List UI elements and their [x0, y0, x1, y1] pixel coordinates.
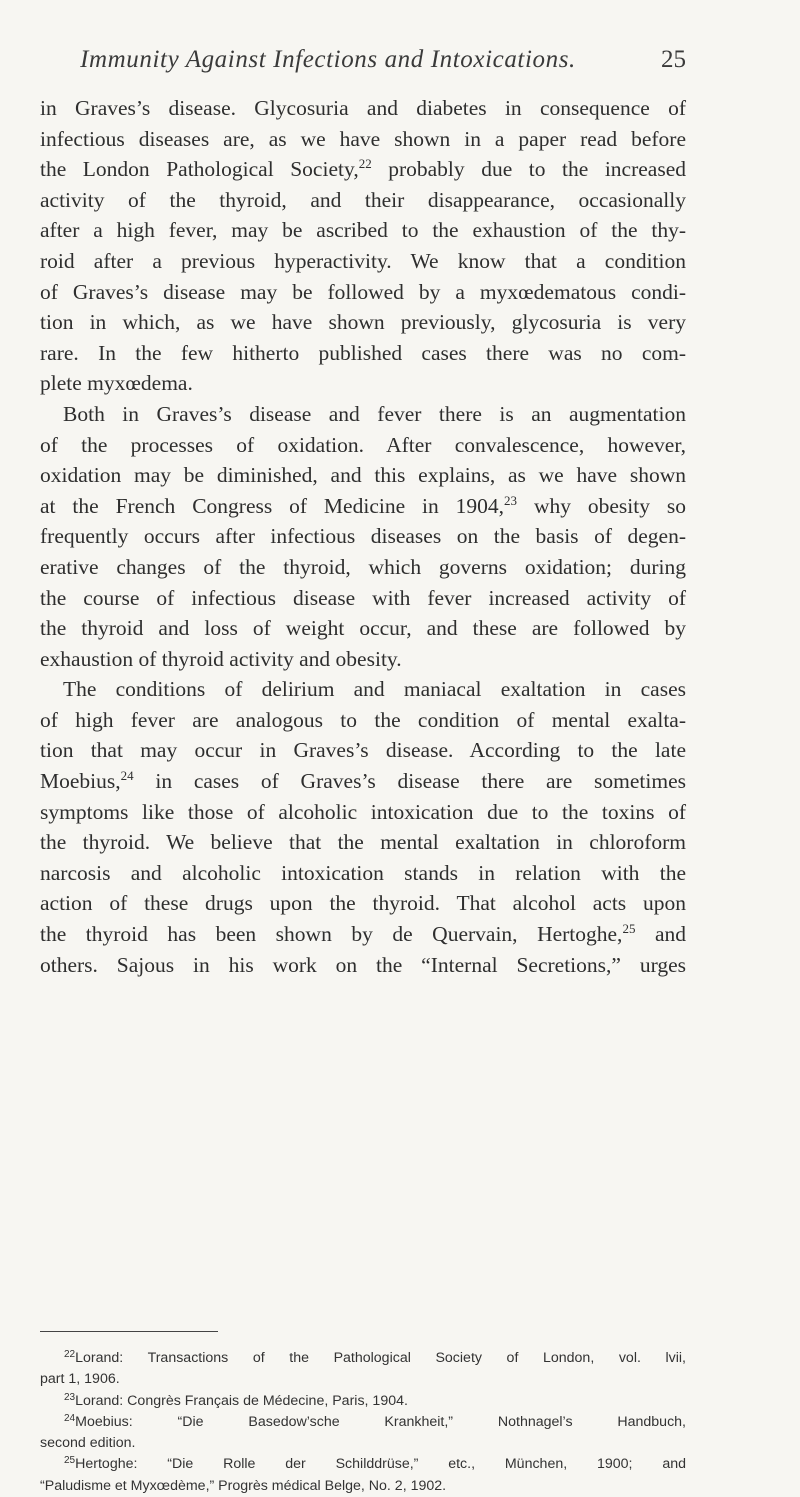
- footnote-22: $^{22}$Lorand: Transactions of the Pathological Society of London, vol. lvii,: [64, 1349, 686, 1366]
- footnote-divider: [40, 1331, 218, 1332]
- footnote-ref-23: 23: [504, 492, 518, 508]
- text-line: symptoms like those of alcoholic intoxication due to the toxins of: [40, 799, 686, 824]
- text-line: of high fever are analogous to the condition of mental exalta-: [40, 707, 686, 732]
- footnote-ref-24: 24: [120, 768, 134, 784]
- running-header: [40, 46, 686, 80]
- text-line: The conditions of delirium and maniacal exaltation in cases: [63, 677, 686, 702]
- text-line: the London Pathological Society,$^{22}$ probably due to the increased: [40, 156, 686, 182]
- text-line: roid after a previous hyperactivity. We know that a condition: [40, 248, 686, 273]
- text-line: tion that may occur in Graves’s disease. According to the late: [40, 738, 686, 763]
- text-line: Moebius,$^{24}$ in cases of Graves’s disease there are sometimes: [40, 768, 686, 794]
- text-line: Both in Graves’s disease and fever there is an augmentation: [63, 401, 686, 426]
- text-line: action of these drugs upon the thyroid. That alcohol acts upon: [40, 891, 686, 916]
- text-line: the course of infectious disease with fever increased activity of: [40, 585, 686, 610]
- text-line: the thyroid. We believe that the mental exaltation in chloroform: [40, 830, 686, 855]
- text-line: erative changes of the thyroid, which governs oxidation; during: [40, 554, 686, 579]
- text-line: infectious diseases are, as we have shown in a paper read before: [40, 126, 686, 151]
- footnote-24-cont: second edition.: [40, 1435, 136, 1452]
- footnote-24: $^{24}$Moebius: “Die Basedow’sche Krankheit,” Nothnagel’s Handbuch,: [64, 1412, 686, 1430]
- text-line: frequently occurs after infectious diseases on the basis of degen-: [40, 524, 686, 549]
- text-line: plete myxœdema.: [40, 371, 193, 396]
- text-line: exhaustion of thyroid activity and obesity.: [40, 646, 402, 671]
- text-line: of Graves’s disease may be followed by a myxœdematous condi-: [40, 279, 686, 304]
- text-line: at the French Congress of Medicine in 1904,23 why obesity so: [40, 492, 687, 518]
- footnotes: [40, 1348, 686, 1497]
- text-line: others. Sajous in his work on the “Internal Secretions,” urges: [40, 952, 686, 977]
- text-line: of the processes of oxidation. After convalescence, however,: [40, 432, 686, 457]
- text-line: after a high fever, may be ascribed to the exhaustion of the thy-: [40, 218, 686, 243]
- text-line: in Graves’s disease. Glycosuria and diabetes in consequence of: [40, 96, 686, 120]
- page-number: 25: [661, 46, 686, 73]
- running-title: Immunity Against Infections and Intoxications.: [80, 46, 576, 73]
- footnote-ref-25: 25: [622, 921, 636, 937]
- footnote-ref-22: 22: [358, 156, 372, 172]
- text-line: the thyroid and loss of weight occur, and these are followed by: [40, 616, 686, 641]
- footnote-23: $^{23}$Lorand: Congrès Français de Médecine, Paris, 1904.: [64, 1391, 408, 1409]
- text-line: rare. In the few hitherto published cases there was no com-: [40, 340, 686, 365]
- text-line: oxidation may be diminished, and this explains, as we have shown: [40, 463, 686, 488]
- footnote-25-cont: “Paludisme et Myxœdème,” Progrès médical Belge, No. 2, 1902.: [40, 1477, 447, 1494]
- footnote-22-cont: part 1, 1906.: [40, 1371, 120, 1388]
- text-line: tion in which, as we have shown previously, glycosuria is very: [40, 310, 686, 335]
- text-line: narcosis and alcoholic intoxication stands in relation with the: [40, 860, 686, 885]
- footnote-25: $^{25}$Hertoghe: “Die Rolle der Schilddrüse,” etc., München, 1900; and: [64, 1455, 686, 1473]
- text-line: the thyroid has been shown by de Quervain, Hertoghe,$^{25}$ and: [40, 921, 686, 947]
- text-line: activity of the thyroid, and their disappearance, occasionally: [40, 187, 686, 212]
- body-text: [40, 93, 686, 980]
